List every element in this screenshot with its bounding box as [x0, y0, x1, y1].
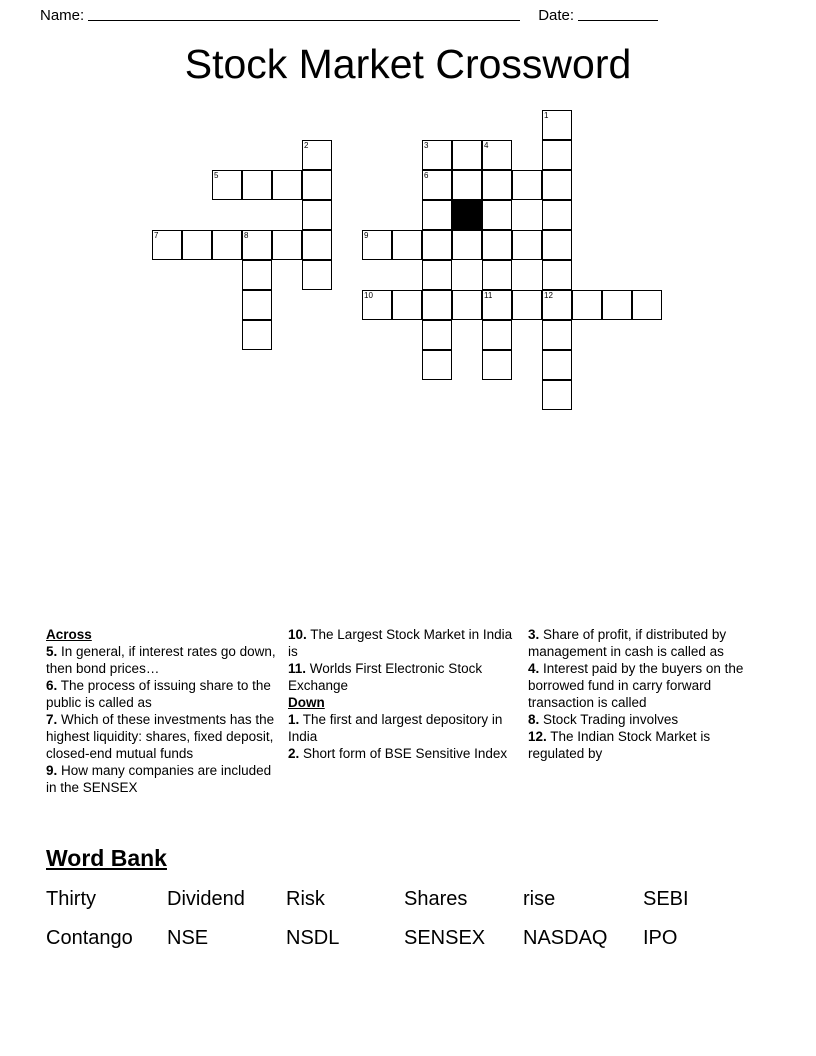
- word-bank: [46, 880, 770, 958]
- grid-cell[interactable]: [392, 290, 422, 320]
- grid-cell-number: 3: [424, 141, 429, 150]
- grid-cell-number: 6: [424, 171, 429, 180]
- grid-cell-number: 10: [364, 291, 373, 300]
- grid-cell[interactable]: [482, 140, 512, 170]
- grid-cell[interactable]: [302, 170, 332, 200]
- word-bank-title: Word Bank: [46, 845, 167, 871]
- grid-cell-number: 8: [244, 231, 249, 240]
- grid-cell[interactable]: [452, 290, 482, 320]
- grid-cell[interactable]: [302, 230, 332, 260]
- clue-across-5: 5. In general, if interest rates go down, then bond prices…: [46, 644, 276, 676]
- grid-cell-number: 4: [484, 141, 489, 150]
- across-heading: Across: [46, 627, 92, 642]
- grid-cell[interactable]: [392, 230, 422, 260]
- grid-cell[interactable]: [542, 320, 572, 350]
- word-bank-item: Risk: [286, 888, 325, 910]
- grid-cell[interactable]: [482, 170, 512, 200]
- page-title: Stock Market Crossword: [184, 41, 632, 87]
- grid-cell[interactable]: [422, 350, 452, 380]
- date-write-line[interactable]: [578, 20, 658, 21]
- word-bank-item: NSE: [167, 927, 209, 949]
- grid-cell[interactable]: [422, 320, 452, 350]
- grid-cell[interactable]: [542, 200, 572, 230]
- grid-cell[interactable]: [542, 230, 572, 260]
- word-bank-item: SEBI: [643, 888, 689, 910]
- grid-cell[interactable]: [422, 290, 452, 320]
- grid-cell[interactable]: [242, 260, 272, 290]
- grid-cell[interactable]: [422, 140, 452, 170]
- grid-cell-number: 12: [544, 291, 553, 300]
- grid-cell[interactable]: [482, 290, 512, 320]
- grid-cell[interactable]: [512, 170, 542, 200]
- grid-cell[interactable]: [602, 290, 632, 320]
- clue-down-3: 3. Share of profit, if distributed by management in cash is called as: [528, 627, 727, 659]
- clue-across-9: 9. How many companies are included in the SENSEX: [46, 763, 272, 795]
- word-bank-item: SENSEX: [404, 927, 486, 949]
- grid-cell[interactable]: [302, 260, 332, 290]
- grid-cell[interactable]: [212, 230, 242, 260]
- clues-column-3: [528, 626, 768, 762]
- clue-down-1: 1. The first and largest depository in India: [288, 712, 503, 744]
- grid-cell[interactable]: [452, 170, 482, 200]
- word-bank-item: IPO: [643, 927, 678, 949]
- grid-cell[interactable]: [422, 230, 452, 260]
- word-bank-item: Shares: [404, 888, 468, 910]
- date-label: Date:: [538, 7, 575, 24]
- grid-cell[interactable]: [422, 170, 452, 200]
- grid-cell[interactable]: [302, 200, 332, 230]
- grid-cell[interactable]: [452, 140, 482, 170]
- grid-cell-number: 7: [154, 231, 159, 240]
- name-write-line[interactable]: [88, 20, 520, 21]
- grid-cell[interactable]: [242, 290, 272, 320]
- grid-cell[interactable]: [542, 350, 572, 380]
- word-bank-item: NASDAQ: [523, 927, 608, 949]
- grid-cell[interactable]: [242, 170, 272, 200]
- grid-cell-number: 11: [484, 291, 493, 300]
- crossword-grid[interactable]: [0, 104, 816, 434]
- grid-cell[interactable]: [362, 290, 392, 320]
- grid-cell[interactable]: [542, 170, 572, 200]
- grid-cell[interactable]: [422, 260, 452, 290]
- grid-cell-number: 9: [364, 231, 369, 240]
- grid-cell[interactable]: [482, 200, 512, 230]
- word-bank-row: [46, 880, 770, 919]
- grid-cell[interactable]: [542, 380, 572, 410]
- grid-cell[interactable]: [542, 110, 572, 140]
- clue-across-10: 10. The Largest Stock Market in India is: [288, 627, 513, 659]
- grid-cell[interactable]: [272, 170, 302, 200]
- grid-cell[interactable]: [362, 230, 392, 260]
- grid-cell-number: 5: [214, 171, 219, 180]
- word-bank-item: Dividend: [167, 888, 245, 910]
- grid-cell[interactable]: [242, 320, 272, 350]
- grid-cell[interactable]: [302, 140, 332, 170]
- grid-cell-blocked: [452, 200, 482, 230]
- grid-cell[interactable]: [512, 290, 542, 320]
- grid-cell[interactable]: [512, 230, 542, 260]
- grid-cell[interactable]: [542, 140, 572, 170]
- grid-cell[interactable]: [482, 350, 512, 380]
- grid-cell[interactable]: [242, 230, 272, 260]
- grid-cell[interactable]: [632, 290, 662, 320]
- clue-across-6: 6. The process of issuing share to the public is called as: [46, 678, 271, 710]
- grid-cell[interactable]: [212, 170, 242, 200]
- word-bank-item: NSDL: [286, 927, 340, 949]
- clues-section: [46, 626, 770, 846]
- clue-across-11: 11. Worlds First Electronic Stock Exchange: [288, 661, 483, 693]
- grid-cell[interactable]: [542, 290, 572, 320]
- grid-cell[interactable]: [422, 200, 452, 230]
- grid-cell[interactable]: [182, 230, 212, 260]
- grid-cell[interactable]: [152, 230, 182, 260]
- grid-cell[interactable]: [482, 320, 512, 350]
- clues-column-1: [46, 626, 278, 796]
- name-date-row: [40, 0, 776, 24]
- grid-cell[interactable]: [482, 230, 512, 260]
- grid-cell-number: 1: [544, 111, 549, 120]
- grid-cell[interactable]: [542, 260, 572, 290]
- clue-down-12: 12. The Indian Stock Market is regulated by: [528, 729, 711, 761]
- grid-cell[interactable]: [272, 230, 302, 260]
- down-heading: Down: [288, 695, 325, 710]
- grid-cell[interactable]: [452, 230, 482, 260]
- clue-down-4: 4. Interest paid by the buyers on the borrowed fund in carry forward transaction is called: [528, 661, 744, 710]
- grid-cell[interactable]: [572, 290, 602, 320]
- clue-down-2: 2. Short form of BSE Sensitive Index: [288, 746, 508, 761]
- clue-down-8: 8. Stock Trading involves: [528, 712, 679, 727]
- grid-cell-number: 2: [304, 141, 309, 150]
- word-bank-row: [46, 919, 770, 958]
- word-bank-item: rise: [523, 888, 556, 910]
- word-bank-item: Contango: [46, 927, 133, 949]
- grid-cell[interactable]: [482, 260, 512, 290]
- clue-across-7: 7. Which of these investments has the highest liquidity: shares, fixed deposit, closed-end mutual funds: [46, 712, 275, 761]
- clues-column-2: [288, 626, 518, 762]
- word-bank-item: Thirty: [46, 888, 96, 910]
- name-label: Name:: [40, 7, 85, 24]
